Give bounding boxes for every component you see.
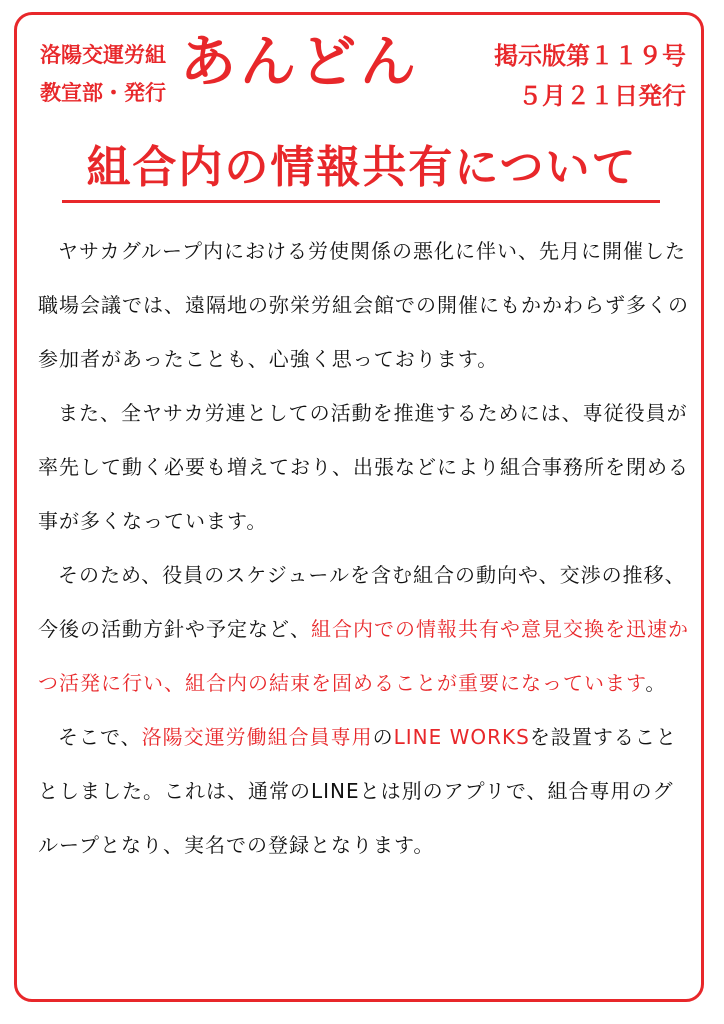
paragraph-1: ヤサカグループ内における労使関係の悪化に伴い、先月に開催した職場会議では、遠隔地の弥栄労組会館での開催にもかかわらず多くの参加者があったことも、心強く思っております。 <box>38 239 689 371</box>
paragraph-3-text: そのため、役員のスケジュールを含む組合の動向や、交渉の推移、今後の活動方針や予定など、 <box>38 563 686 641</box>
publisher-name: 洛陽交運労組 <box>40 43 166 67</box>
issue-block <box>494 36 686 116</box>
publisher-department: 教宣部・発行 <box>40 81 166 105</box>
publisher-block <box>40 36 166 112</box>
issue-date: ５月２１日発行 <box>518 82 686 110</box>
article-headline: 組合内の情報共有について <box>86 142 638 193</box>
paragraph-2: また、全ヤサカ労連としての活動を推進するためには、専従役員が率先して動く必要も増えており、出張などにより組合事務所を閉める事が多くなっています。 <box>38 401 689 533</box>
paragraph-3-end: 。 <box>645 671 667 695</box>
paragraph-3-highlight: 組合内での情報共有や意見交換を迅速かつ活発に行い、組合内の結束を固めることが重要になっています <box>38 617 689 695</box>
headline-underline <box>62 200 660 203</box>
paragraph-4 <box>38 710 690 872</box>
paragraph-4-highlight-lineworks: LINE WORKS <box>393 725 530 749</box>
article-body <box>38 224 690 872</box>
newsletter-title: あんどん <box>180 29 420 95</box>
paragraph-3 <box>38 548 690 710</box>
paragraph-4-rest: を設置することとしました。これは、通常のLINEとは別のアプリで、組合専用のグループとなり、実名での登録となります。 <box>38 725 677 857</box>
issue-number: 掲示版第１１９号 <box>494 42 686 70</box>
paragraph-4-highlight-union: 洛陽交運労働組合員専用 <box>141 725 373 749</box>
paragraph-4-particle: の <box>372 725 394 749</box>
paragraph-4-text: そこで、 <box>58 725 142 749</box>
